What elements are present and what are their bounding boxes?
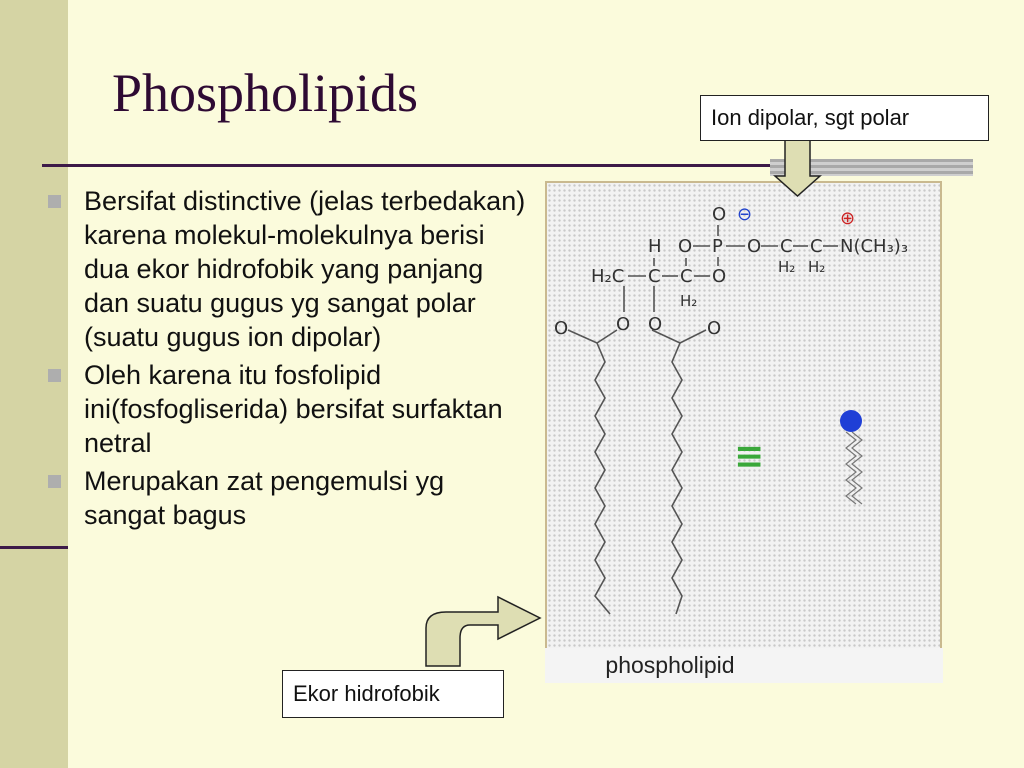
formula-o-top: O <box>712 204 727 225</box>
formula-h2-a: H₂ <box>778 258 796 276</box>
formula-h2-c: H₂ <box>680 292 698 310</box>
equivalent-icon: ≡ <box>734 436 765 477</box>
bullet-text: Merupakan zat pengemulsi yg sangat bagus <box>84 466 445 530</box>
formula-o-carbonyl1: O <box>554 318 569 339</box>
bullet-text: Oleh karena itu fosfolipid ini(fosfogliserida) bersifat surfaktan netral <box>84 360 503 458</box>
formula-o-bottom: O <box>712 266 727 287</box>
bullet-text: Bersifat distinctive (jelas terbedakan) karena molekul-molekulnya berisi dua ekor hidrofobik yang panjang dan suatu gugus yg sangat polar (suatu gugus ion dipolar) <box>84 186 526 352</box>
formula-h2-b: H₂ <box>808 258 826 276</box>
formula-c2: C <box>810 236 823 257</box>
formula-o-ester1: O <box>616 314 631 335</box>
minus-charge-icon: ⊖ <box>737 204 753 225</box>
formula-h2c: H₂C <box>591 266 625 287</box>
formula-o-ester2: O <box>648 314 663 335</box>
formula-phosphorus: P <box>712 236 723 257</box>
formula-o-link2: O <box>747 236 762 257</box>
formula-c1: C <box>780 236 793 257</box>
formula-o-link: O <box>678 236 693 257</box>
formula-n-group: N(CH₃)₃ <box>840 236 909 257</box>
formula-c-mid: C <box>648 266 661 287</box>
down-arrow-icon <box>775 139 820 196</box>
plus-charge-icon: ⊕ <box>840 208 856 229</box>
figure-caption: phospholipid <box>605 652 735 678</box>
formula-c-right: C <box>680 266 693 287</box>
curved-arrow-icon <box>426 597 540 666</box>
formula-o-carbonyl2: O <box>707 318 722 339</box>
slide-title: Phospholipids <box>112 63 419 123</box>
callout-polar-head: Ion dipolar, sgt polar <box>700 95 989 141</box>
formula-h-top: H <box>648 236 662 257</box>
callout-hydrophobic-tail: Ekor hidrofobik <box>282 670 504 718</box>
